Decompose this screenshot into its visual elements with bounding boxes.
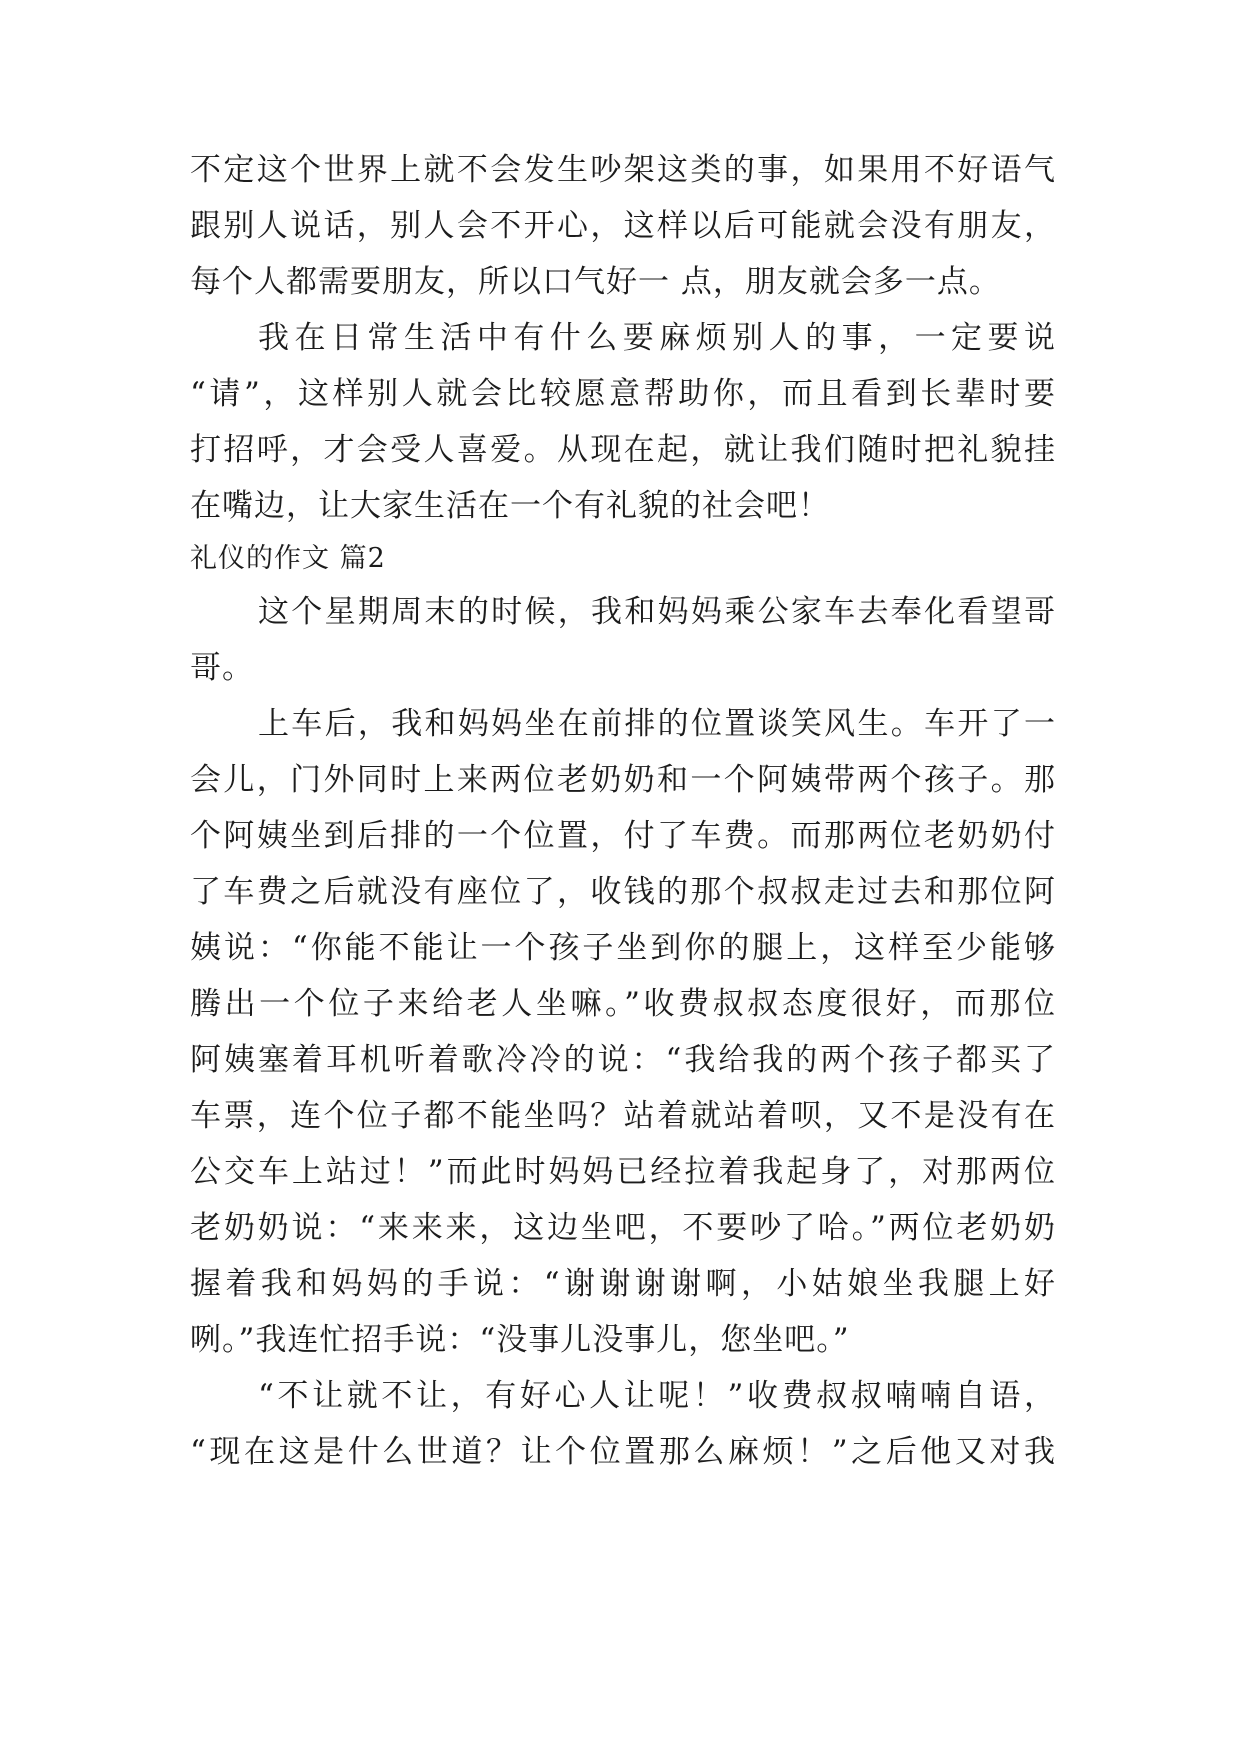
- paragraph: [190, 142, 1055, 310]
- text-line: 不定这个世界上就不会发生吵架这类的事，如果用不好语气: [190, 152, 1055, 188]
- text-line: 我在日常生活中有什么要麻烦别人的事，一定要说: [258, 320, 1055, 356]
- text-line: 姨说：“你能不能让一个孩子坐到你的腿上，这样至少能够: [190, 930, 1055, 966]
- text-line: 阿姨塞着耳机听着歌冷冷的说：“我给我的两个孩子都买了: [190, 1042, 1055, 1078]
- text-line: 车票，连个位子都不能坐吗？站着就站着呗，又不是没有在: [190, 1098, 1055, 1134]
- section-heading: 礼仪的作文 篇2: [190, 543, 386, 574]
- paragraph: [190, 696, 1055, 1368]
- text-line: 跟别人说话，别人会不开心，这样以后可能就会没有朋友，: [190, 208, 1055, 244]
- text-line: 哥。: [190, 650, 254, 686]
- paragraph: [190, 584, 1055, 696]
- paragraph: [190, 1368, 1055, 1480]
- text-line: 老奶奶说：“来来来，这边坐吧，不要吵了哈。”两位老奶奶: [190, 1210, 1055, 1246]
- text-line: 打招呼，才会受人喜爱。从现在起，就让我们随时把礼貌挂: [190, 432, 1055, 468]
- text-line: 每个人都需要朋友，所以口气好一 点，朋友就会多一点。: [190, 264, 1001, 300]
- text-line: 这个星期周末的时候，我和妈妈乘公家车去奉化看望哥: [258, 594, 1055, 630]
- text-line: “请”，这样别人就会比较愿意帮助你，而且看到长辈时要: [190, 376, 1055, 412]
- text-line: 个阿姨坐到后排的一个位置，付了车费。而那两位老奶奶付: [190, 818, 1055, 854]
- text-line: 咧。”我连忙招手说：“没事儿没事儿，您坐吧。”: [190, 1322, 850, 1358]
- paragraph: [190, 310, 1055, 534]
- text-line: 会儿，门外同时上来两位老奶奶和一个阿姨带两个孩子。那: [190, 762, 1055, 798]
- document-body: [190, 142, 1055, 1480]
- text-line: 握着我和妈妈的手说：“谢谢谢谢啊，小姑娘坐我腿上好: [190, 1266, 1055, 1302]
- text-line: 腾出一个位子来给老人坐嘛。”收费叔叔态度很好，而那位: [190, 986, 1055, 1022]
- text-line: “现在这是什么世道？让个位置那么麻烦！”之后他又对我: [190, 1434, 1055, 1470]
- text-line: 上车后，我和妈妈坐在前排的位置谈笑风生。车开了一: [258, 706, 1055, 742]
- text-line: 在嘴边，让大家生活在一个有礼貌的社会吧！: [190, 488, 830, 524]
- text-line: 了车费之后就没有座位了，收钱的那个叔叔走过去和那位阿: [190, 874, 1055, 910]
- text-line: “不让就不让，有好心人让呢！”收费叔叔喃喃自语，: [258, 1378, 1055, 1414]
- text-line: 公交车上站过！”而此时妈妈已经拉着我起身了，对那两位: [190, 1154, 1055, 1190]
